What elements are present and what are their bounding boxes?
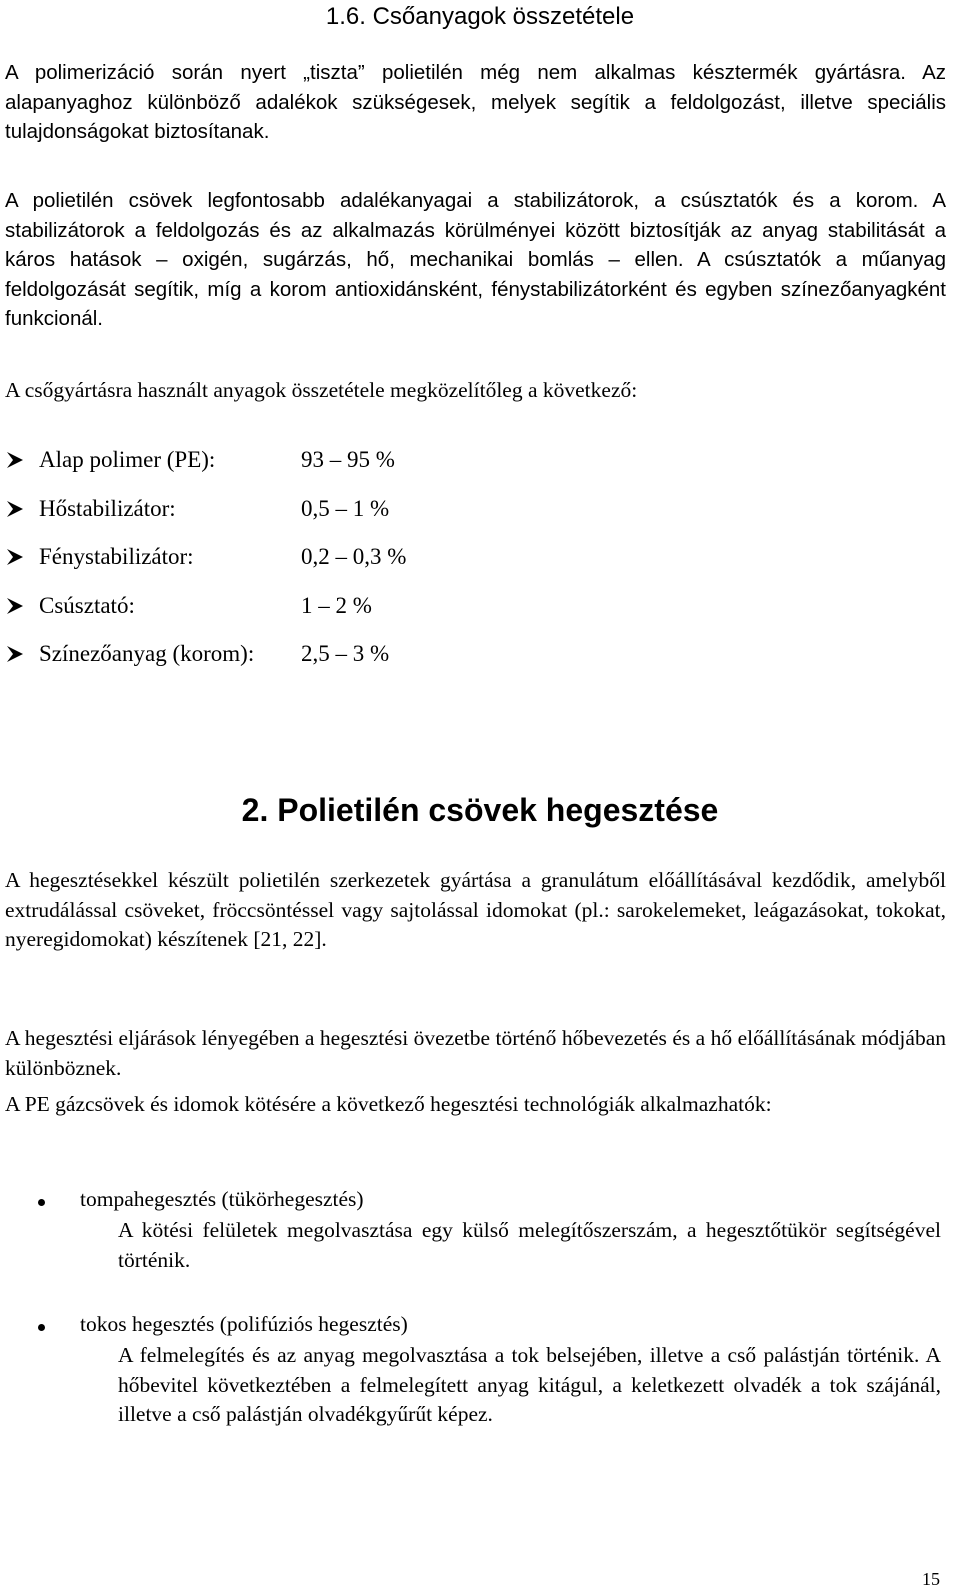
section-heading: 1.6. Csőanyagok összetétele — [325, 3, 635, 30]
composition-item — [5, 485, 605, 534]
technology-description: A kötési felületek megolvasztása egy külső melegítőszerszám, a hegesztőtükör segítségével történik. — [118, 1218, 941, 1272]
composition-item — [5, 582, 605, 631]
composition-name: Csúsztató: — [39, 592, 135, 618]
arrow-bullet-icon — [5, 644, 39, 664]
composition-value: 93 – 95 % — [301, 447, 395, 473]
technologies-intro: A PE gázcsövek és idomok kötésére a következő hegesztési technológiák alkalmazhatók: — [5, 1092, 772, 1116]
arrow-bullet-icon — [5, 450, 39, 470]
composition-name: Alap polimer (PE): — [39, 447, 216, 473]
composition-name: Hőstabilizátor: — [39, 495, 176, 521]
composition-name: Színezőanyag (korom): — [39, 641, 255, 667]
technology-title: tompahegesztés (tükörhegesztés) — [80, 1187, 364, 1211]
composition-value: 1 – 2 % — [301, 592, 372, 618]
technology-title: tokos hegesztés (polifúziós hegesztés) — [80, 1312, 408, 1336]
composition-name: Fénystabilizátor: — [39, 544, 194, 570]
composition-value: 0,5 – 1 % — [301, 495, 390, 521]
bullet-dot-icon — [38, 1199, 45, 1206]
technology-description: A felmelegítés és az anyag megolvasztása a tok belsejében, illetve a cső palástján történik. A hőbevitel következtében a felmelegített anyag kitágul, a keletkezett olvadék a tok szájánál, illetve a cső palástján olvadékgyűrűt képez. — [118, 1343, 941, 1426]
composition-item — [5, 630, 605, 679]
welding-intro-paragraph: A hegesztésekkel készült polietilén szerkezetek gyártása a granulátum előállításával kezdődik, amelyből extrudálással csöveket, fröccsöntéssel vagy sajtolással idomokat (pl.: sarokelemeket, leágazásokat, tokokat, nyeregidomokat) készítenek [21, 22]. — [5, 868, 946, 951]
composition-value: 0,2 – 0,3 % — [301, 544, 407, 570]
intro-paragraph: A polimerizáció során nyert „tiszta” polietilén még nem alkalmas késztermék gyártásra. Az alapanyaghoz különböző adalékok szükségesek, melyek segítik a feldolgozást, illetve speciális tulajdonságokat biztosítanak. — [5, 61, 946, 143]
additives-paragraph: A polietilén csövek legfontosabb adalékanyagai a stabilizátorok, a csúsztatók és a korom. A stabilizátorok a feldolgozás és az alkalmazás körülményei között biztosítják az anyag stabilitását a káros hatások – oxigén, sugárzás, hő, mechanikai bomlás – ellen. A csúsztatók a műanyag feldolgozását segítik, míg a korom antioxidánsként, fénystabilizátorként és egyben színezőanyagként funkcionál. — [5, 189, 946, 330]
welding-methods-paragraph: A hegesztési eljárások lényegében a hegesztési övezetbe történő hőbevezetés és a hő előállításának módjában különböznek. — [5, 1026, 946, 1080]
composition-item — [5, 533, 605, 582]
arrow-bullet-icon — [5, 596, 39, 616]
composition-list — [5, 436, 605, 679]
page-number: 15 — [922, 1569, 940, 1589]
composition-intro: A csőgyártásra használt anyagok összetétele megközelítőleg a következő: — [5, 378, 638, 402]
bullet-dot-icon — [38, 1324, 45, 1331]
composition-value: 2,5 – 3 % — [301, 641, 390, 667]
arrow-bullet-icon — [5, 499, 39, 519]
composition-item — [5, 436, 605, 485]
chapter-heading: 2. Polietilén csövek hegesztése — [241, 792, 719, 828]
arrow-bullet-icon — [5, 547, 39, 567]
